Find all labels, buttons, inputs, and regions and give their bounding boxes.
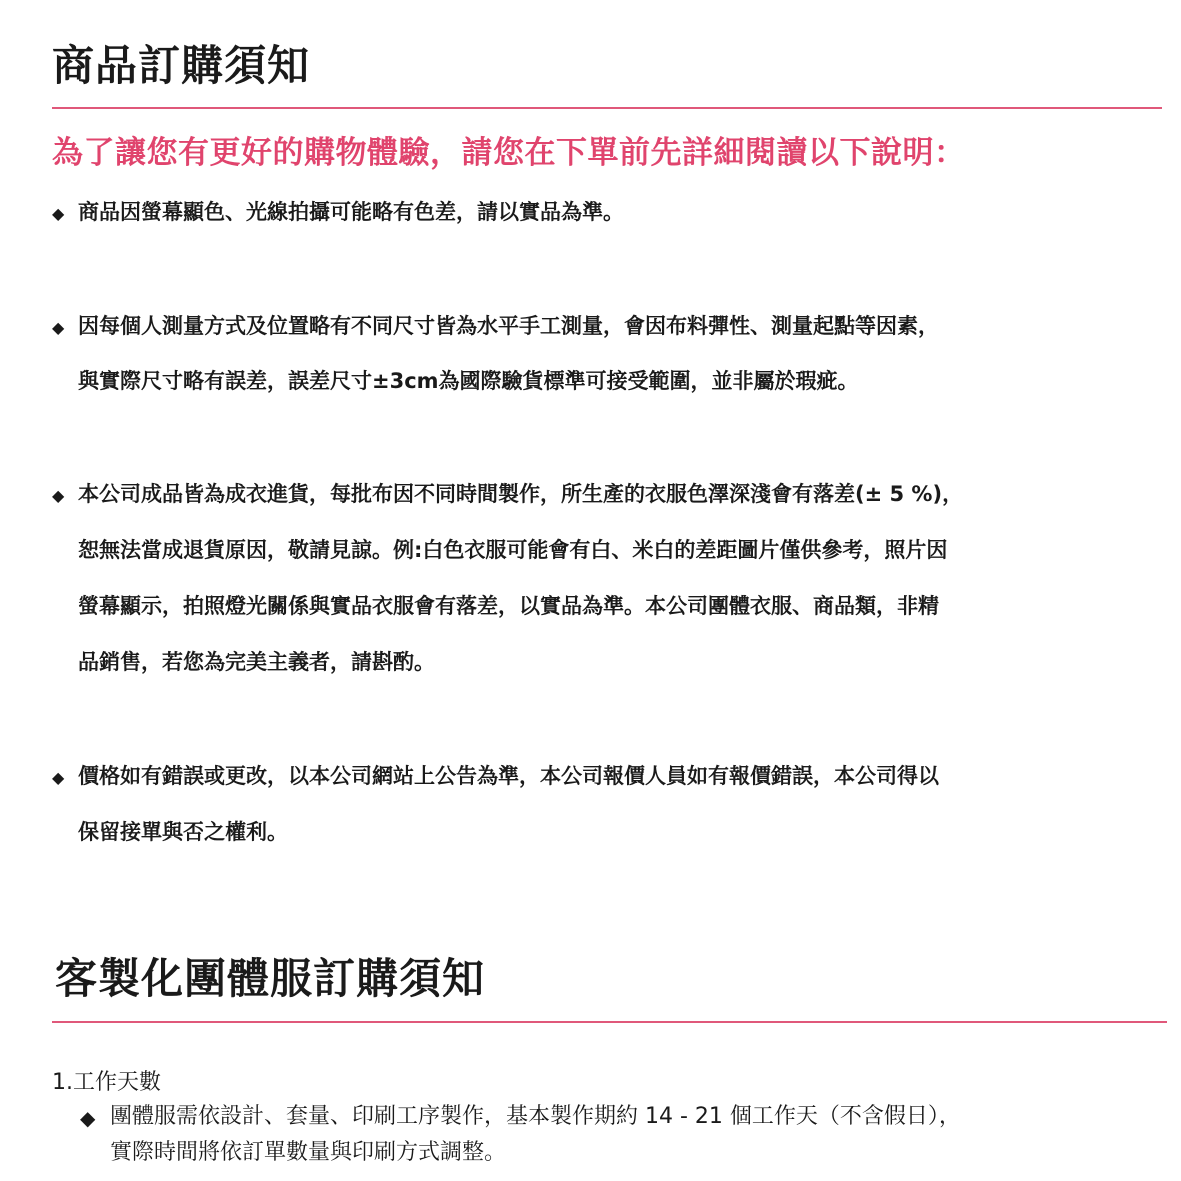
item3-line1: 本公司成品皆為成衣進貨，每批布因不同時間製作，所生產的衣服色澤深淺會有落差(± 5 %)， bbox=[78, 482, 964, 506]
item2-line2: 與實際尺寸略有誤差，誤差尺寸±3cm為國際驗貨標準可接受範圍，並非屬於瑕疵。 bbox=[78, 369, 859, 393]
section1-divider bbox=[52, 107, 1162, 109]
diamond-bullet-icon: ◆ bbox=[52, 318, 65, 337]
diamond-bullet-icon: ◆ bbox=[80, 1106, 96, 1130]
section2-line1: 團體服需依設計、套量、印刷工序製作，基本製作期約 14 - 21 個工作天（不含假日）， bbox=[110, 1104, 961, 1129]
item4-line2: 保留接單與否之權利。 bbox=[78, 820, 288, 844]
item3-line3: 螢幕顯示，拍照燈光關係與實品衣服會有落差，以實品為準。本公司團體衣服、商品類，非精 bbox=[78, 594, 939, 618]
diamond-bullet-icon: ◆ bbox=[52, 204, 65, 223]
section1-subtitle: 為了讓您有更好的購物體驗，請您在下單前先詳細閱讀以下說明： bbox=[52, 135, 966, 171]
item3-line4: 品銷售，若您為完美主義者，請斟酌。 bbox=[78, 650, 435, 674]
section2-divider bbox=[52, 1021, 1167, 1023]
section1-title: 商品訂購須知 bbox=[52, 41, 311, 90]
diamond-bullet-icon: ◆ bbox=[52, 486, 65, 505]
section2-item-title: 1.工作天數 bbox=[52, 1070, 161, 1095]
section2-line2: 實際時間將依訂單數量與印刷方式調整。 bbox=[110, 1140, 507, 1165]
item2-line1: 因每個人測量方式及位置略有不同尺寸皆為水平手工測量，會因布料彈性、測量起點等因素， bbox=[78, 314, 939, 338]
item4-line1: 價格如有錯誤或更改，以本公司網站上公告為準，本公司報價人員如有報價錯誤，本公司得以 bbox=[78, 764, 939, 788]
item3-line2: 恕無法當成退貨原因，敬請見諒。例:白色衣服可能會有白、米白的差距圖片僅供參考，照片因 bbox=[78, 538, 948, 562]
diamond-bullet-icon: ◆ bbox=[52, 768, 65, 787]
section2-title: 客製化團體服訂購須知 bbox=[55, 954, 486, 1003]
item1-line1: 商品因螢幕顯色、光線拍攝可能略有色差，請以實品為準。 bbox=[78, 200, 624, 224]
